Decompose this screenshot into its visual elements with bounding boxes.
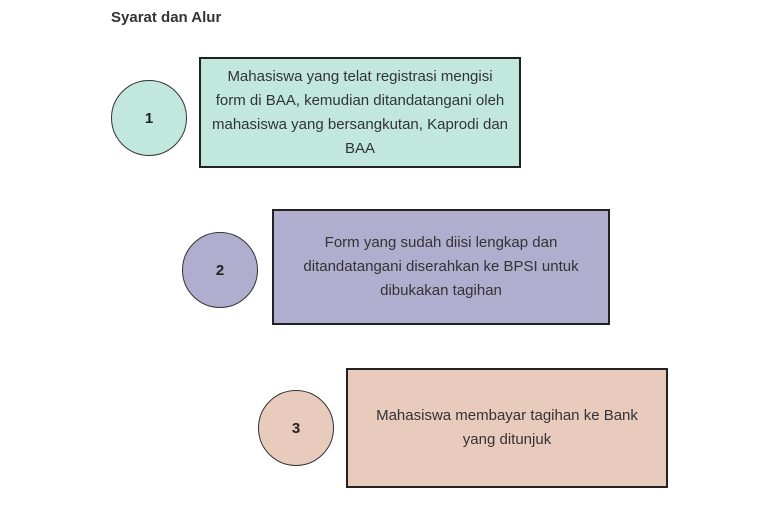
section-heading: Syarat dan Alur bbox=[111, 9, 222, 26]
step-2-number-circle: 2 bbox=[182, 232, 258, 308]
step-1-number-circle: 1 bbox=[111, 80, 187, 156]
step-3-description-box bbox=[346, 368, 668, 488]
step-1-description-box bbox=[199, 57, 521, 168]
step-2-description-text: Form yang sudah diisi lengkap dan ditandatangani diserahkan ke BPSI untuk dibukakan tagihan bbox=[303, 234, 579, 299]
step-3-description-text: Mahasiswa membayar tagihan ke Bank yang ditunjuk bbox=[376, 407, 638, 448]
step-3-number-circle: 3 bbox=[258, 390, 334, 466]
step-2-description-box bbox=[272, 209, 610, 325]
step-1-description-text: Mahasiswa yang telat registrasi mengisi form di BAA, kemudian ditandatangani oleh mahasiswa yang bersangkutan, Kaprodi dan BAA bbox=[211, 67, 509, 157]
